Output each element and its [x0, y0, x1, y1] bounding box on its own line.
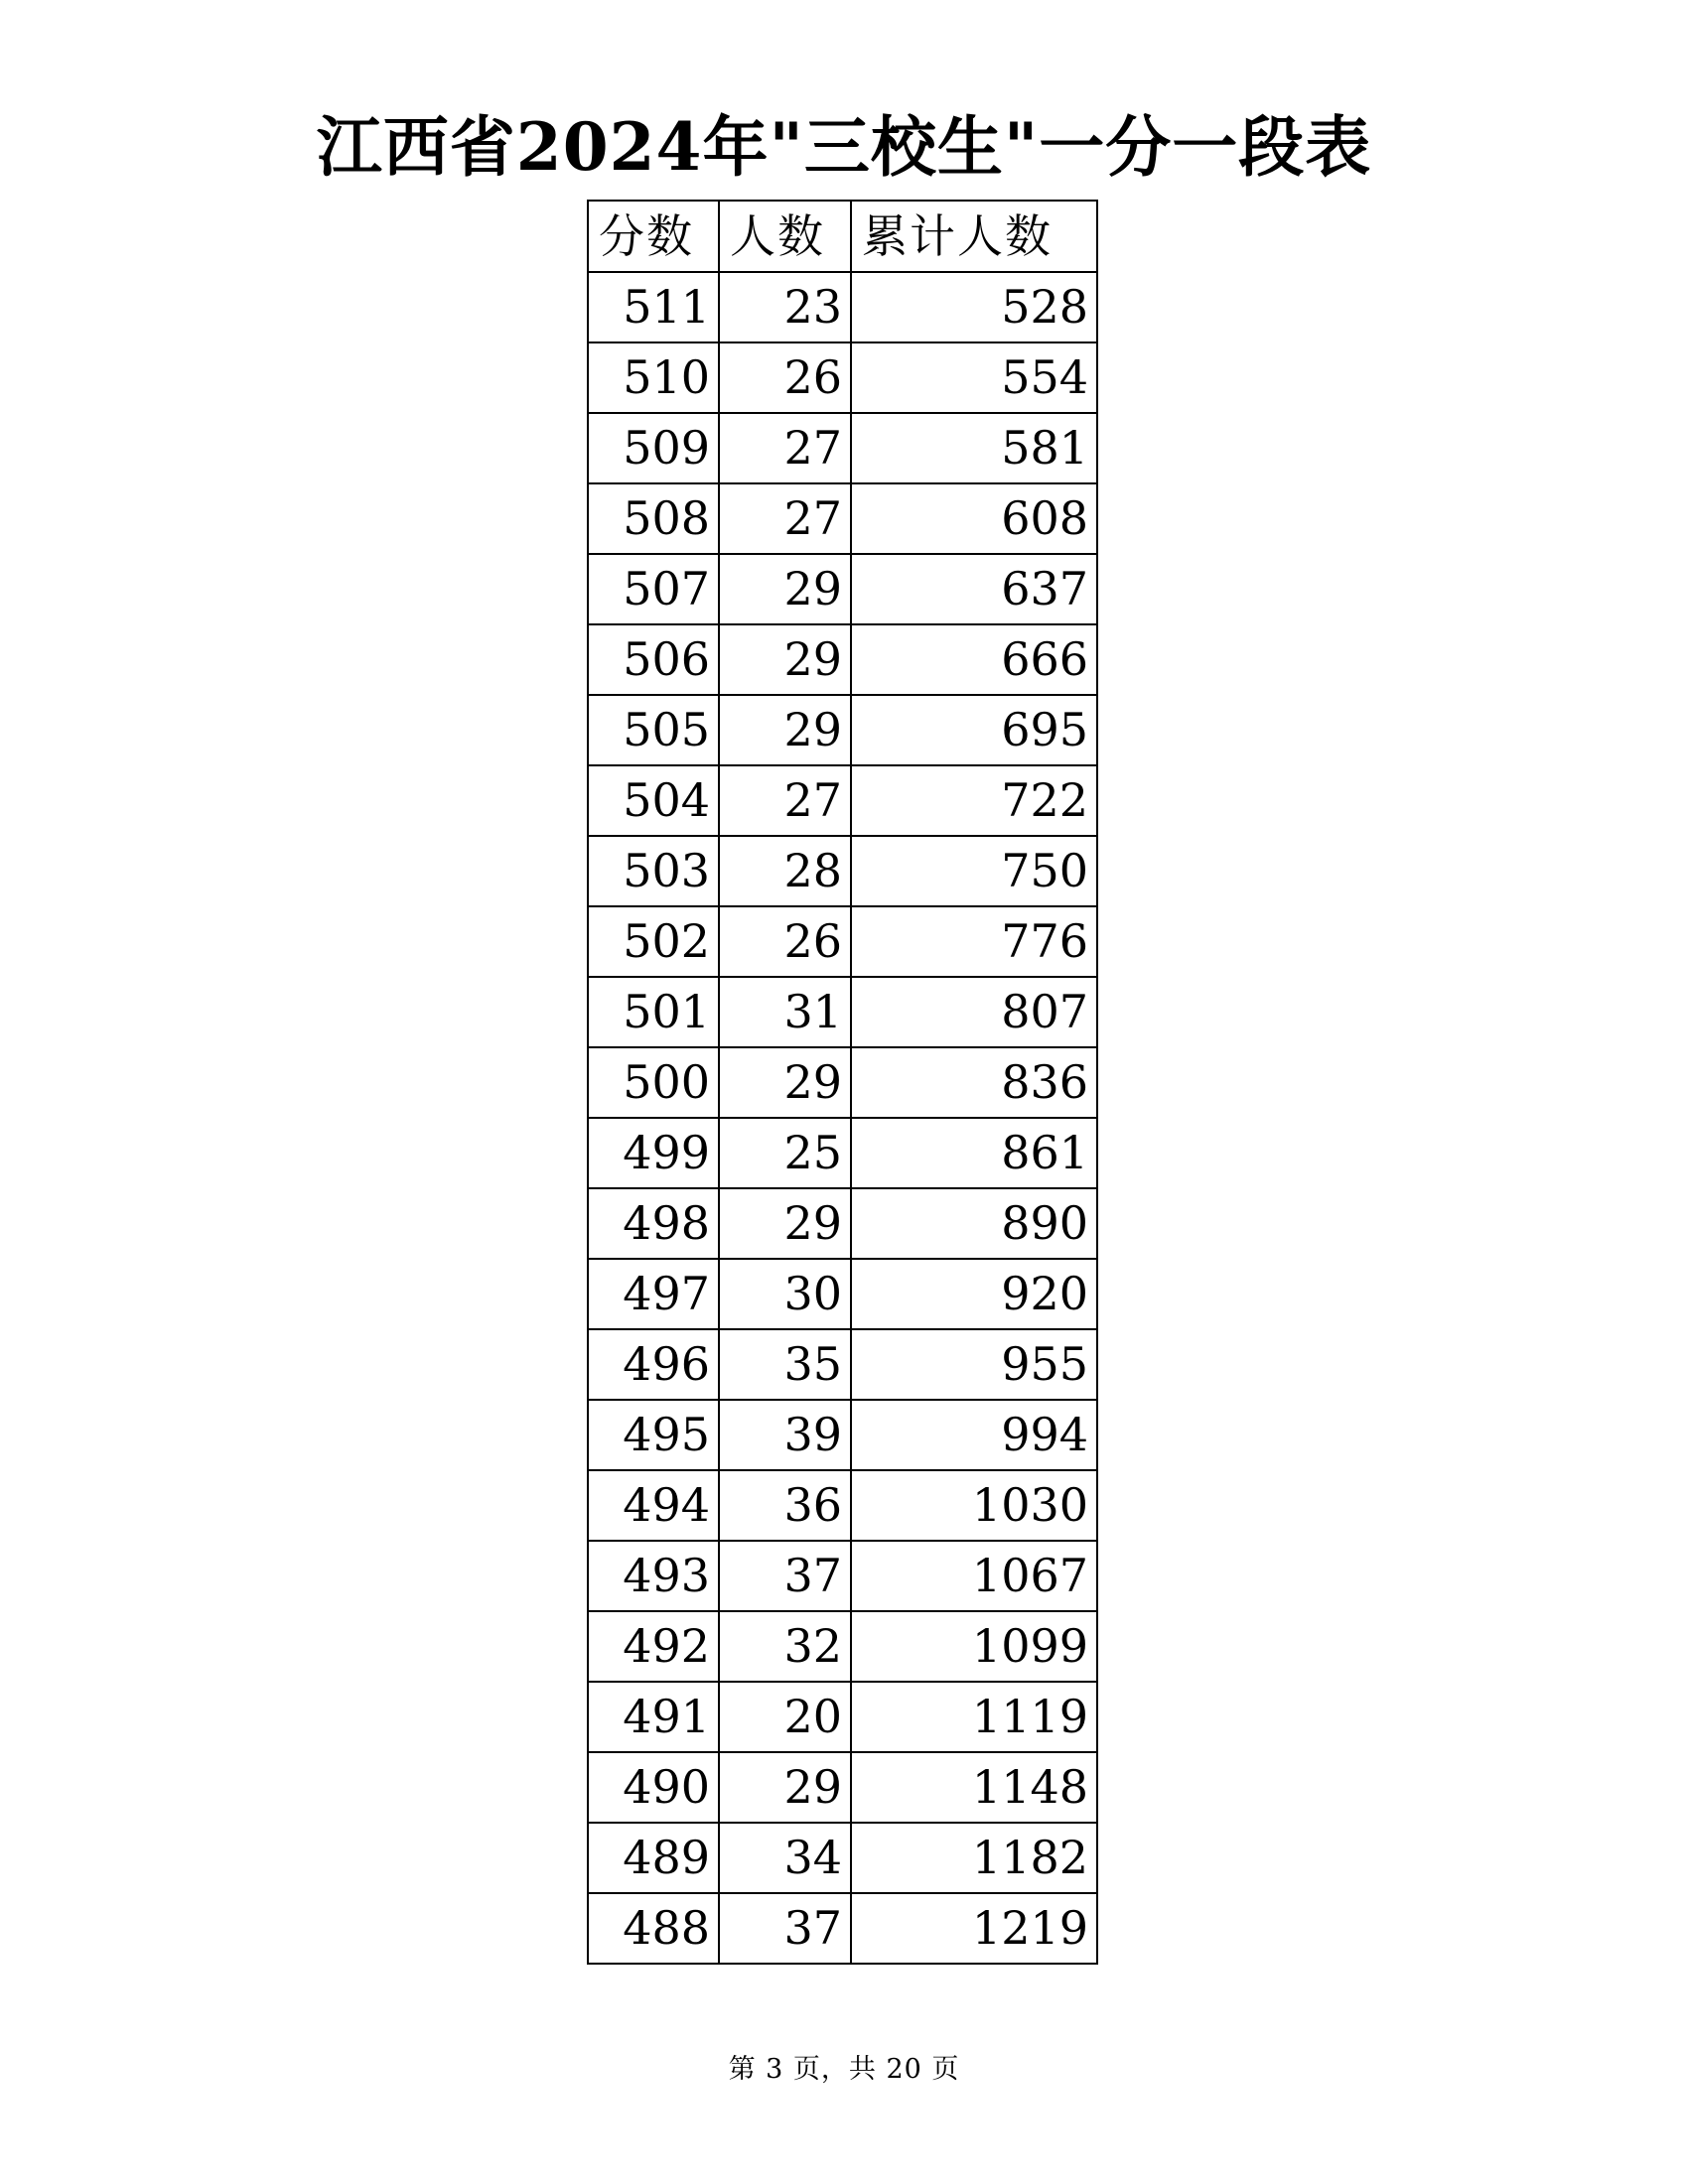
header-score: 分数 [588, 201, 719, 272]
cell-cumulative: 776 [851, 906, 1097, 977]
cell-cumulative: 1219 [851, 1893, 1097, 1964]
table-row [588, 1611, 1097, 1682]
cell-count: 36 [719, 1470, 851, 1541]
cell-count: 27 [719, 413, 851, 483]
cell-cumulative: 666 [851, 624, 1097, 695]
cell-score: 488 [588, 1893, 719, 1964]
cell-cumulative: 1030 [851, 1470, 1097, 1541]
table-row [588, 554, 1097, 624]
cell-count: 27 [719, 765, 851, 836]
cell-score: 507 [588, 554, 719, 624]
cell-cumulative: 722 [851, 765, 1097, 836]
cell-count: 29 [719, 554, 851, 624]
cell-score: 501 [588, 977, 719, 1047]
table-row [588, 272, 1097, 342]
table-row [588, 1470, 1097, 1541]
cell-score: 490 [588, 1752, 719, 1823]
cell-count: 26 [719, 342, 851, 413]
cell-score: 508 [588, 483, 719, 554]
cell-cumulative: 807 [851, 977, 1097, 1047]
cell-count: 27 [719, 483, 851, 554]
cell-cumulative: 890 [851, 1188, 1097, 1259]
cell-cumulative: 695 [851, 695, 1097, 765]
cell-score: 489 [588, 1823, 719, 1893]
table-row [588, 836, 1097, 906]
table-row [588, 695, 1097, 765]
table-row [588, 1823, 1097, 1893]
cell-count: 28 [719, 836, 851, 906]
table-row [588, 977, 1097, 1047]
cell-score: 511 [588, 272, 719, 342]
cell-cumulative: 1148 [851, 1752, 1097, 1823]
cell-score: 503 [588, 836, 719, 906]
cell-count: 35 [719, 1329, 851, 1400]
table-row [588, 906, 1097, 977]
cell-cumulative: 528 [851, 272, 1097, 342]
cell-count: 29 [719, 624, 851, 695]
cell-cumulative: 608 [851, 483, 1097, 554]
table-row [588, 1400, 1097, 1470]
cell-count: 32 [719, 1611, 851, 1682]
table-row [588, 1329, 1097, 1400]
page-number-footer: 第 3 页，共 20 页 [728, 2054, 960, 2085]
cell-cumulative: 955 [851, 1329, 1097, 1400]
table-row [588, 624, 1097, 695]
score-distribution-table [587, 200, 1098, 1965]
cell-score: 498 [588, 1188, 719, 1259]
cell-cumulative: 1067 [851, 1541, 1097, 1611]
table-row [588, 1118, 1097, 1188]
cell-count: 29 [719, 695, 851, 765]
cell-score: 502 [588, 906, 719, 977]
table-row [588, 1682, 1097, 1752]
cell-count: 31 [719, 977, 851, 1047]
cell-count: 29 [719, 1188, 851, 1259]
cell-count: 26 [719, 906, 851, 977]
cell-count: 39 [719, 1400, 851, 1470]
cell-score: 497 [588, 1259, 719, 1329]
table-row [588, 342, 1097, 413]
cell-cumulative: 836 [851, 1047, 1097, 1118]
cell-cumulative: 1099 [851, 1611, 1097, 1682]
table-row [588, 1188, 1097, 1259]
cell-score: 495 [588, 1400, 719, 1470]
cell-score: 494 [588, 1470, 719, 1541]
cell-cumulative: 750 [851, 836, 1097, 906]
cell-cumulative: 1182 [851, 1823, 1097, 1893]
cell-score: 509 [588, 413, 719, 483]
cell-cumulative: 637 [851, 554, 1097, 624]
cell-score: 496 [588, 1329, 719, 1400]
cell-score: 505 [588, 695, 719, 765]
cell-cumulative: 581 [851, 413, 1097, 483]
cell-score: 493 [588, 1541, 719, 1611]
table-header-row [588, 201, 1097, 272]
table-row [588, 483, 1097, 554]
cell-score: 510 [588, 342, 719, 413]
cell-cumulative: 861 [851, 1118, 1097, 1188]
cell-count: 29 [719, 1752, 851, 1823]
cell-cumulative: 554 [851, 342, 1097, 413]
cell-count: 29 [719, 1047, 851, 1118]
table-row [588, 765, 1097, 836]
cell-score: 506 [588, 624, 719, 695]
table-row [588, 1541, 1097, 1611]
cell-count: 20 [719, 1682, 851, 1752]
cell-count: 37 [719, 1541, 851, 1611]
table-row [588, 1047, 1097, 1118]
header-count: 人数 [719, 201, 851, 272]
cell-cumulative: 1119 [851, 1682, 1097, 1752]
cell-score: 504 [588, 765, 719, 836]
table-row [588, 1259, 1097, 1329]
cell-score: 491 [588, 1682, 719, 1752]
cell-score: 499 [588, 1118, 719, 1188]
cell-count: 25 [719, 1118, 851, 1188]
table-row [588, 1752, 1097, 1823]
cell-count: 34 [719, 1823, 851, 1893]
cell-cumulative: 920 [851, 1259, 1097, 1329]
cell-score: 492 [588, 1611, 719, 1682]
page-title: 江西省2024年"三校生"一分一段表 [316, 108, 1372, 186]
table-row [588, 413, 1097, 483]
table-row [588, 1893, 1097, 1964]
cell-count: 23 [719, 272, 851, 342]
cell-score: 500 [588, 1047, 719, 1118]
header-cumulative: 累计人数 [851, 201, 1097, 272]
cell-cumulative: 994 [851, 1400, 1097, 1470]
cell-count: 37 [719, 1893, 851, 1964]
cell-count: 30 [719, 1259, 851, 1329]
